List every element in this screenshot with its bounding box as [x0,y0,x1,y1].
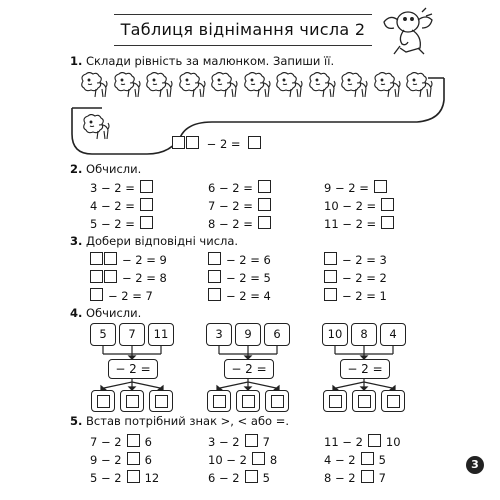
expression-row [90,216,153,231]
compare-number: 5 [262,471,270,485]
expression-text: − 2 = 9 [122,253,167,267]
operation-box: − 2 = [224,359,274,379]
lion-icon [403,72,433,102]
expression-row [208,216,271,231]
lion-icon [78,72,108,102]
expression-text: 10 − 2 = [324,199,377,213]
answer-box[interactable] [91,390,115,412]
arrow-connector [202,344,302,424]
expression-row [90,180,153,195]
number-box: 7 [119,323,145,346]
comparison-row [324,434,401,449]
expression-row [208,288,271,303]
compare-number: 7 [262,435,270,449]
lion-icon [241,72,271,102]
answer-box[interactable] [90,288,103,301]
task-instruction: Встав потрібний знак >, < або =. [86,414,290,428]
expression-text: 5 − 2 = [90,217,135,231]
expression-row [90,288,153,303]
number-box: 10 [322,323,348,346]
answer-box[interactable] [374,180,387,193]
answer-box[interactable] [381,390,405,412]
task-number: 5. [70,414,83,428]
answer-box[interactable] [208,288,221,301]
answer-box[interactable] [140,180,153,193]
task-number: 4. [70,306,83,320]
answer-box[interactable] [90,270,103,283]
expression-row [90,252,167,267]
sign-box[interactable] [127,470,140,483]
expression-row [208,270,271,285]
answer-box[interactable] [352,390,376,412]
answer-box[interactable] [265,390,289,412]
expression-text: 11 − 2 = [324,217,377,231]
equation-row [172,136,261,151]
lion-icon [306,72,336,102]
expression-text: 9 − 2 = [324,181,369,195]
compare-number: 10 [385,435,401,449]
arrow-connector [86,344,186,424]
expression-row [324,180,387,195]
expression-text: 3 − 2 [208,435,240,449]
expression-row [208,198,271,213]
expression-text: 3 − 2 = [90,181,135,195]
answer-box[interactable] [236,390,260,412]
lion-icon [273,72,303,102]
expression-text: 9 − 2 [90,453,122,467]
comparison-row [324,452,386,467]
expression-row [90,270,167,285]
answer-box[interactable] [381,198,394,211]
task-number: 2. [70,162,83,176]
expression-text: − 2 = 6 [226,253,271,267]
answer-box[interactable] [208,252,221,265]
arrow-connector [318,344,418,424]
number-box: 11 [148,323,174,346]
answer-box[interactable] [324,270,337,283]
number-box: 3 [206,323,232,346]
expression-text: 8 − 2 = [208,217,253,231]
answer-box[interactable] [90,252,103,265]
page-title: Таблиця віднімання числа 2 [114,14,372,46]
answer-box[interactable] [324,288,337,301]
expression-row [208,180,271,195]
lion-icon [143,72,173,102]
expression-text: 6 − 2 = [208,181,253,195]
lion-icon [111,72,141,102]
expression-row [324,198,394,213]
expression-text: 5 − 2 [90,471,122,485]
sign-box[interactable] [245,434,258,447]
number-box: 4 [380,323,406,346]
comparison-row [90,470,159,485]
expression-row [324,252,387,267]
compare-number: 6 [144,435,152,449]
sign-box[interactable] [368,434,381,447]
expression-text: 8 − 2 [324,471,356,485]
answer-box[interactable] [258,198,271,211]
lion-icon [371,72,401,102]
answer-box[interactable] [248,136,261,149]
lion-icon [338,72,368,102]
answer-box[interactable] [172,136,185,149]
lion-icon [80,114,110,144]
compare-number: 12 [144,471,160,485]
expression-text: − 2 = 7 [108,289,153,303]
expression-row [324,216,394,231]
task-instruction: Обчисли. [86,306,142,320]
answer-box[interactable] [208,270,221,283]
number-box: 5 [90,323,116,346]
lion-icon [176,72,206,102]
number-box: 9 [235,323,261,346]
sign-box[interactable] [361,452,374,465]
expression-text: 7 − 2 [90,435,122,449]
expression-text: − 2 = 4 [226,289,271,303]
sign-box[interactable] [127,452,140,465]
operation-box: − 2 = [108,359,158,379]
compare-number: 7 [378,471,386,485]
expression-text: 4 − 2 [324,453,356,467]
expression-text: − 2 = 5 [226,271,271,285]
number-box: 6 [264,323,290,346]
expression-text: − 2 = 1 [342,289,387,303]
answer-box[interactable] [104,252,117,265]
comparison-row [324,470,386,485]
lion-icon [208,72,238,102]
answer-box[interactable] [324,252,337,265]
expression-text: − 2 = 3 [342,253,387,267]
expression-text: 6 − 2 [208,471,240,485]
expression-text: 10 − 2 [208,453,247,467]
answer-box[interactable] [140,198,153,211]
sign-box[interactable] [127,434,140,447]
task-number: 3. [70,234,83,248]
elephant-mascot-icon [378,6,440,58]
answer-box[interactable] [186,136,199,149]
comparison-row [208,470,270,485]
operation-box: − 2 = [340,359,390,379]
expression-text: − 2 = 2 [342,271,387,285]
expression-row [90,198,153,213]
expression-text: 7 − 2 = [208,199,253,213]
answer-box[interactable] [258,216,271,229]
sign-box[interactable] [361,470,374,483]
task-instruction: Добери відповідні числа. [86,234,239,248]
task-number: 1. [70,54,83,68]
expression-text: 11 − 2 [324,435,363,449]
equation-text: − 2 = [206,137,241,151]
answer-box[interactable] [207,390,231,412]
expression-text: − 2 = 8 [122,271,167,285]
comparison-row [208,452,277,467]
compare-number: 6 [144,453,152,467]
expression-text: 4 − 2 = [90,199,135,213]
number-box: 8 [351,323,377,346]
answer-box[interactable] [149,390,173,412]
comparison-row [208,434,270,449]
answer-box[interactable] [104,270,117,283]
comparison-row [90,434,152,449]
answer-box[interactable] [323,390,347,412]
comparison-row [90,452,152,467]
compare-number: 5 [378,453,386,467]
task-instruction: Обчисли. [86,162,142,176]
sign-box[interactable] [245,470,258,483]
sign-box[interactable] [252,452,265,465]
answer-box[interactable] [120,390,144,412]
answer-box[interactable] [258,180,271,193]
answer-box[interactable] [381,216,394,229]
answer-box[interactable] [140,216,153,229]
task-instruction: Склади рівність за малюнком. Запиши її. [86,54,335,68]
expression-row [324,288,387,303]
expression-row [324,270,387,285]
compare-number: 8 [269,453,278,467]
page-number: 3 [466,456,484,474]
expression-row [208,252,271,267]
